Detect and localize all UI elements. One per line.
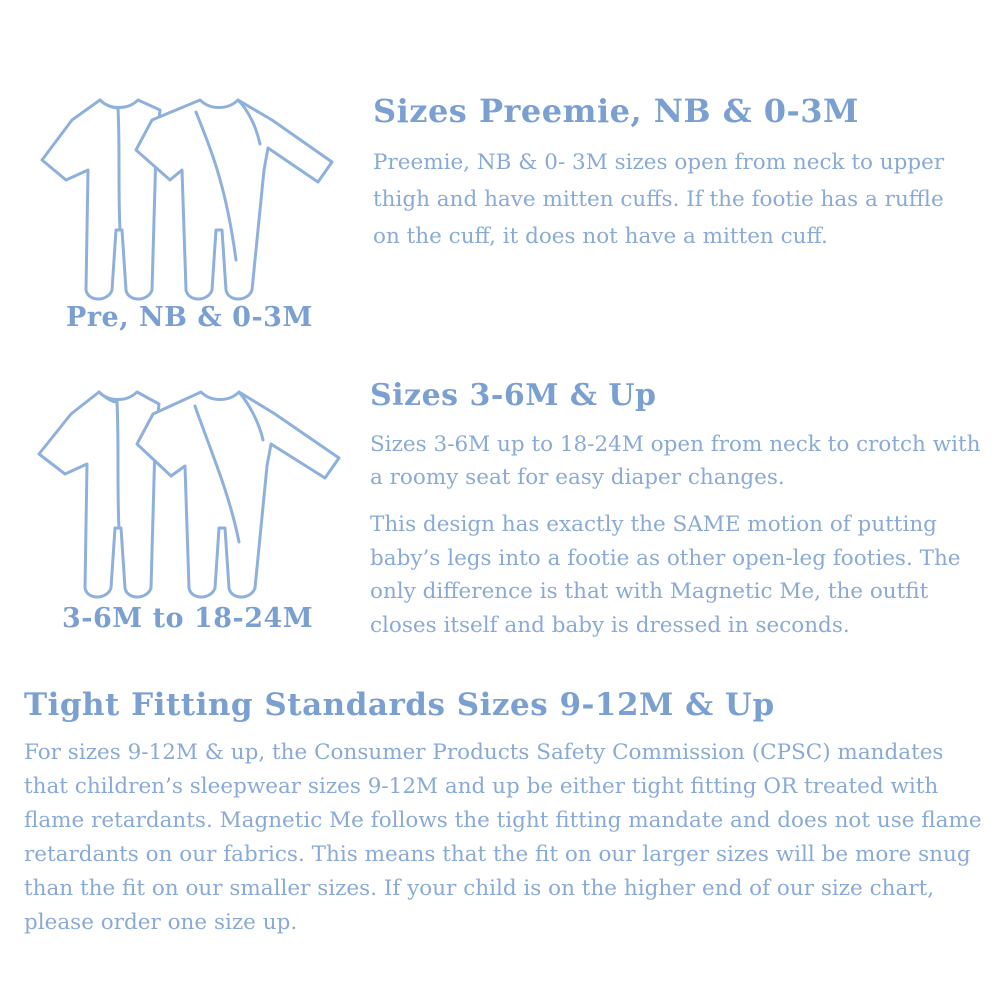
- caption-3-6m: 3-6M to 18-24M: [62, 603, 314, 634]
- heading-3-6m: Sizes 3-6M & Up: [370, 378, 657, 413]
- footie-back-icon: [137, 392, 339, 597]
- footie-front-icon: [39, 392, 159, 597]
- caption-preemie: Pre, NB & 0-3M: [66, 302, 313, 333]
- footie-illustration-3-6m: [33, 382, 345, 602]
- body-3-6m-2: This design has exactly the SAME motion of putting baby’s legs into a footie as other open-leg footies. The only difference is that with Magnetic Me, the outfit closes itself and baby is dressed in seconds.: [370, 512, 961, 638]
- footie-illustration-preemie: [36, 90, 336, 305]
- body-3-6m-1: Sizes 3-6M up to 18-24M open from neck to crotch with a roomy seat for easy diaper changes.: [370, 432, 981, 490]
- heading-preemie: Sizes Preemie, NB & 0-3M: [373, 92, 859, 130]
- heading-tight-fitting: Tight Fitting Standards Sizes 9-12M & Up: [24, 687, 775, 723]
- body-tight-fitting: For sizes 9-12M & up, the Consumer Products Safety Commission (CPSC) mandates that children’s sleepwear sizes 9-12M and up be either tight fitting OR treated with flame retardants. Magnetic Me follows the tight fitting mandate and does not use flame retardants on our fabrics. This means that the fit on our larger sizes will be more snug than the fit on our smaller sizes. If your child is on the higher end of our size chart, please order one size up.: [24, 740, 982, 935]
- body-preemie: Preemie, NB & 0- 3M sizes open from neck to upper thigh and have mitten cuffs. If the footie has a ruffle on the cuff, it does not have a mitten cuff.: [373, 150, 945, 249]
- footie-front-icon: [42, 100, 160, 299]
- footie-back-icon: [136, 100, 332, 299]
